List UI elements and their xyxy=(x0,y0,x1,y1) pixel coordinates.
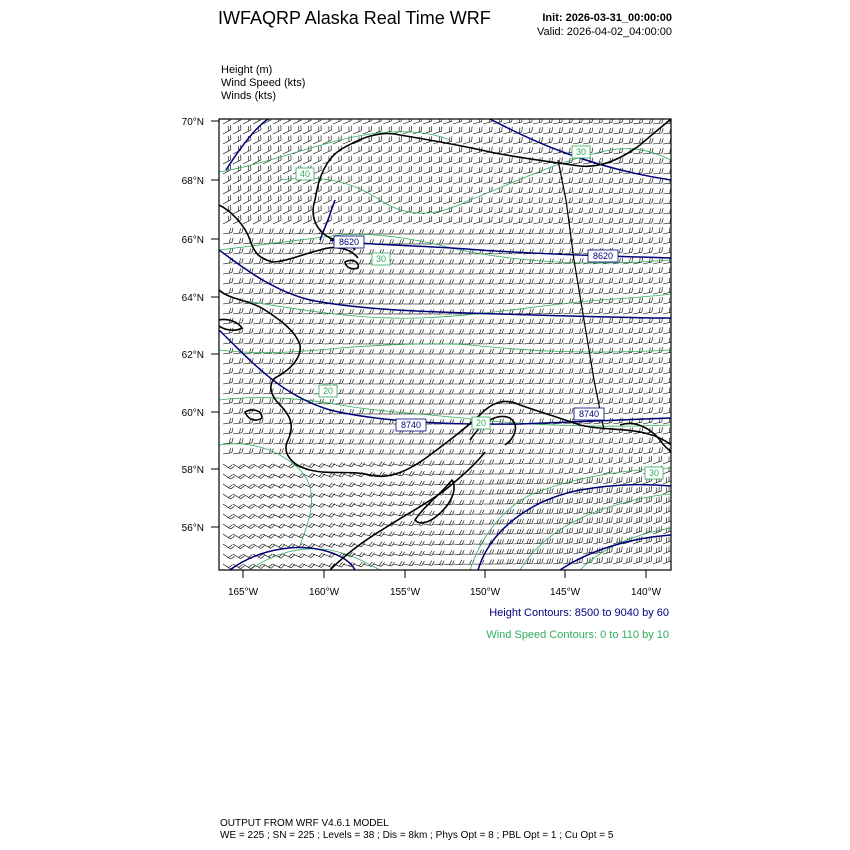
field-wind-speed-label: Wind Speed (kts) xyxy=(221,77,306,89)
wind-barb-feather xyxy=(672,267,673,272)
wind-barb-feather xyxy=(672,148,673,153)
wind-barb-feather xyxy=(672,218,673,223)
wind-barb-feather xyxy=(672,158,673,163)
wind-barb-feather xyxy=(672,397,673,402)
wind-barb-feather xyxy=(672,287,673,292)
wind-barb-feather xyxy=(672,407,673,412)
wind-barb-feather xyxy=(672,347,673,352)
wind-barb-feather xyxy=(672,128,673,133)
wind-barb-feather xyxy=(672,327,673,332)
wind-barb-feather xyxy=(672,367,673,372)
wind-barb-feather xyxy=(672,307,673,312)
field-winds-label: Winds (kts) xyxy=(221,90,276,102)
wind-barb-feather xyxy=(672,118,673,123)
wind-barb-feather xyxy=(672,417,673,422)
wind-barb-feather xyxy=(672,427,673,432)
wind-barb-feather xyxy=(672,257,673,262)
wind-barb-feather xyxy=(672,198,673,203)
wind-barb-feather xyxy=(672,227,673,232)
field-height-label: Height (m) xyxy=(221,64,273,76)
chart-title: IWFAQRP Alaska Real Time WRF xyxy=(218,8,491,28)
init-time: Init: 2026-03-31_00:00:00 xyxy=(542,12,672,24)
wind-barb-feather xyxy=(672,178,673,183)
wind-barb-feather xyxy=(672,277,673,282)
wind-barb-feather xyxy=(672,297,673,302)
wind-barb-feather xyxy=(672,247,673,252)
wind-barb-feather xyxy=(672,317,673,322)
wind-barb-feather xyxy=(672,447,673,452)
wind-barb-feather xyxy=(672,437,673,442)
wind-barb-feather xyxy=(672,237,673,242)
wind-barb-feather xyxy=(672,377,673,382)
wind-barb-feather xyxy=(672,208,673,213)
wind-barb-feather xyxy=(672,138,673,143)
wind-barb-feather xyxy=(672,387,673,392)
wind-barb-feather xyxy=(672,168,673,173)
valid-time: Valid: 2026-04-02_04:00:00 xyxy=(537,26,672,38)
wind-barb-feather xyxy=(672,188,673,193)
wind-barb-feather xyxy=(672,357,673,362)
map-background xyxy=(219,119,671,570)
wind-barb-feather xyxy=(672,337,673,342)
